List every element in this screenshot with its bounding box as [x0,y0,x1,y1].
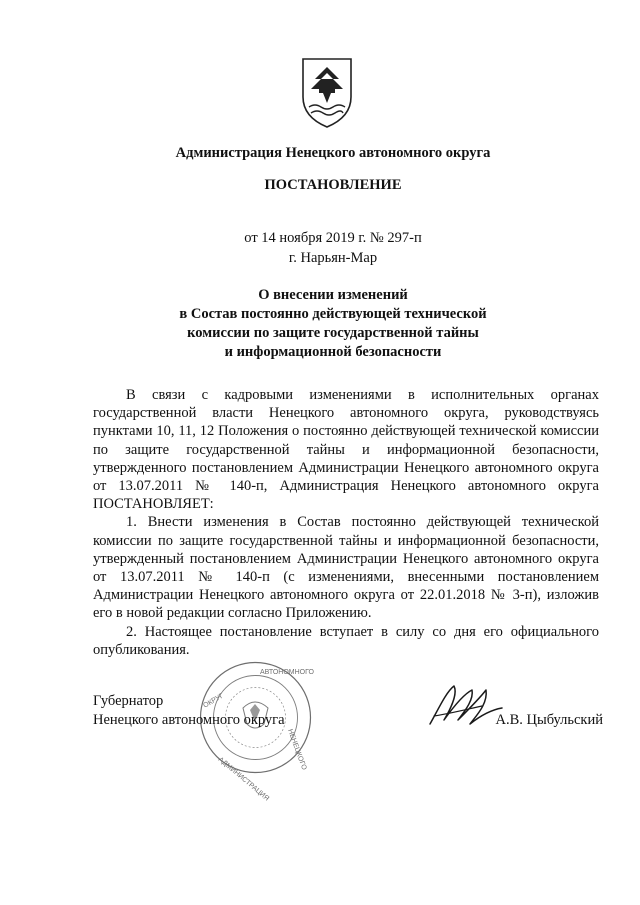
document-body [93,386,599,659]
document-date-number: от 14 ноября 2019 г. № 297-п [244,230,422,246]
body-paragraph: В связи с кадровыми изменениями в исполнительных органах государственной власти Ненецкого автономного округа, руководствуясь пунктами 10, 11, 12 Положения о постоянно действующей технической комиссии по защите государственной тайны и информационной безопасности, утвержденного постановлением Администрации Ненецкого автономного округа от 13.07.2011 № 140-п, Администрация Ненецкого автономного округа ПОСТАНОВЛЯЕТ: [93,387,599,513]
svg-text:АВТОНОМНОГО: АВТОНОМНОГО [260,669,314,676]
title-line: и информационной безопасности [224,344,442,360]
title-line: комиссии по защите государственной тайны [187,325,479,341]
svg-text:ОКРУГ: ОКРУГ [202,692,226,710]
signer-role-line-1: Губернатор [93,693,164,709]
coat-of-arms-emblem [299,57,355,129]
title-line: в Состав постоянно действующей технической [179,306,487,322]
signer-role-line-2: Ненецкого автономного округа [93,712,285,728]
organization-name: Администрация Ненецкого автономного округа [175,145,491,161]
document-type: ПОСТАНОВЛЕНИЕ [264,177,402,193]
svg-text:АДМИНИСТРАЦИЯ: АДМИНИСТРАЦИЯ [216,756,271,803]
signature-block [93,693,603,753]
svg-text:НЕНЕЦКОГО: НЕНЕЦКОГО [286,728,308,772]
title-line: О внесении изменений [258,287,408,303]
document-city: г. Нарьян-Мар [288,250,378,266]
body-paragraph: 2. Настоящее постановление вступает в силу со дня его официального опубликования. [93,623,599,658]
document-title [0,286,640,362]
body-paragraph: 1. Внести изменения в Состав постоянно действующей технической комиссии по защите государственной тайны и информационной безопасности, утвержденный постановлением Администрации Ненецкого автономного округа от 13.07.2011 № 140-п (с изменениями, внесенными постановлением Администрации Ненецкого автономного округа от 22.01.2018 № 3-п), изложив его в новой редакции согласно Приложению. [93,514,599,622]
signer-name: А.В. Цыбульский [495,712,603,728]
